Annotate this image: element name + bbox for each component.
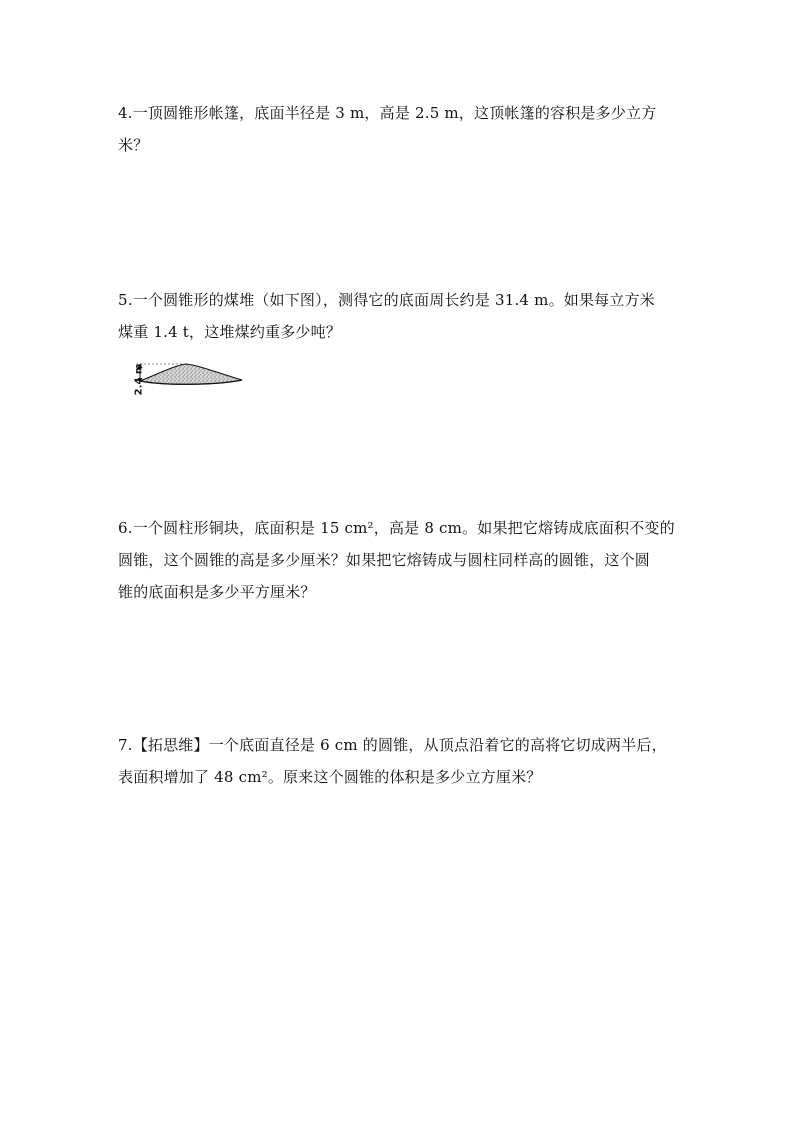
question-6 bbox=[118, 512, 678, 608]
question-5-line-2: 煤重 1.4 t，这堆煤约重多少吨？ bbox=[118, 323, 342, 341]
question-4 bbox=[118, 97, 678, 161]
question-6-line-1: 6.一个圆柱形铜块，底面积是 15 cm²，高是 8 cm。如果把它熔铸成底面积不变的 bbox=[118, 519, 675, 537]
cone-height-label: 2.4 m bbox=[133, 363, 145, 396]
question-4-line-1: 4.一顶圆锥形帐篷，底面半径是 3 m，高是 2.5 m，这顶帐篷的容积是多少立方 bbox=[118, 104, 657, 122]
question-5 bbox=[118, 284, 678, 348]
question-6-line-2: 圆锥，这个圆锥的高是多少厘米？如果把它熔铸成与圆柱同样高的圆锥，这个圆 bbox=[118, 551, 651, 569]
question-7 bbox=[118, 729, 678, 793]
question-7-line-2: 表面积增加了 48 cm²。原来这个圆锥的体积是多少立方厘米？ bbox=[118, 768, 542, 786]
question-6-line-3: 锥的底面积是多少平方厘米？ bbox=[118, 583, 316, 601]
question-7-line-1: 7.【拓思维】一个底面直径是 6 cm 的圆锥，从顶点沿着它的高将它切成两半后， bbox=[118, 736, 667, 754]
question-4-line-2: 米？ bbox=[118, 136, 149, 154]
cone-coal-pile-figure bbox=[118, 352, 248, 396]
question-5-line-1: 5.一个圆锥形的煤堆（如下图），测得它的底面周长约是 31.4 m。如果每立方米 bbox=[118, 291, 655, 309]
